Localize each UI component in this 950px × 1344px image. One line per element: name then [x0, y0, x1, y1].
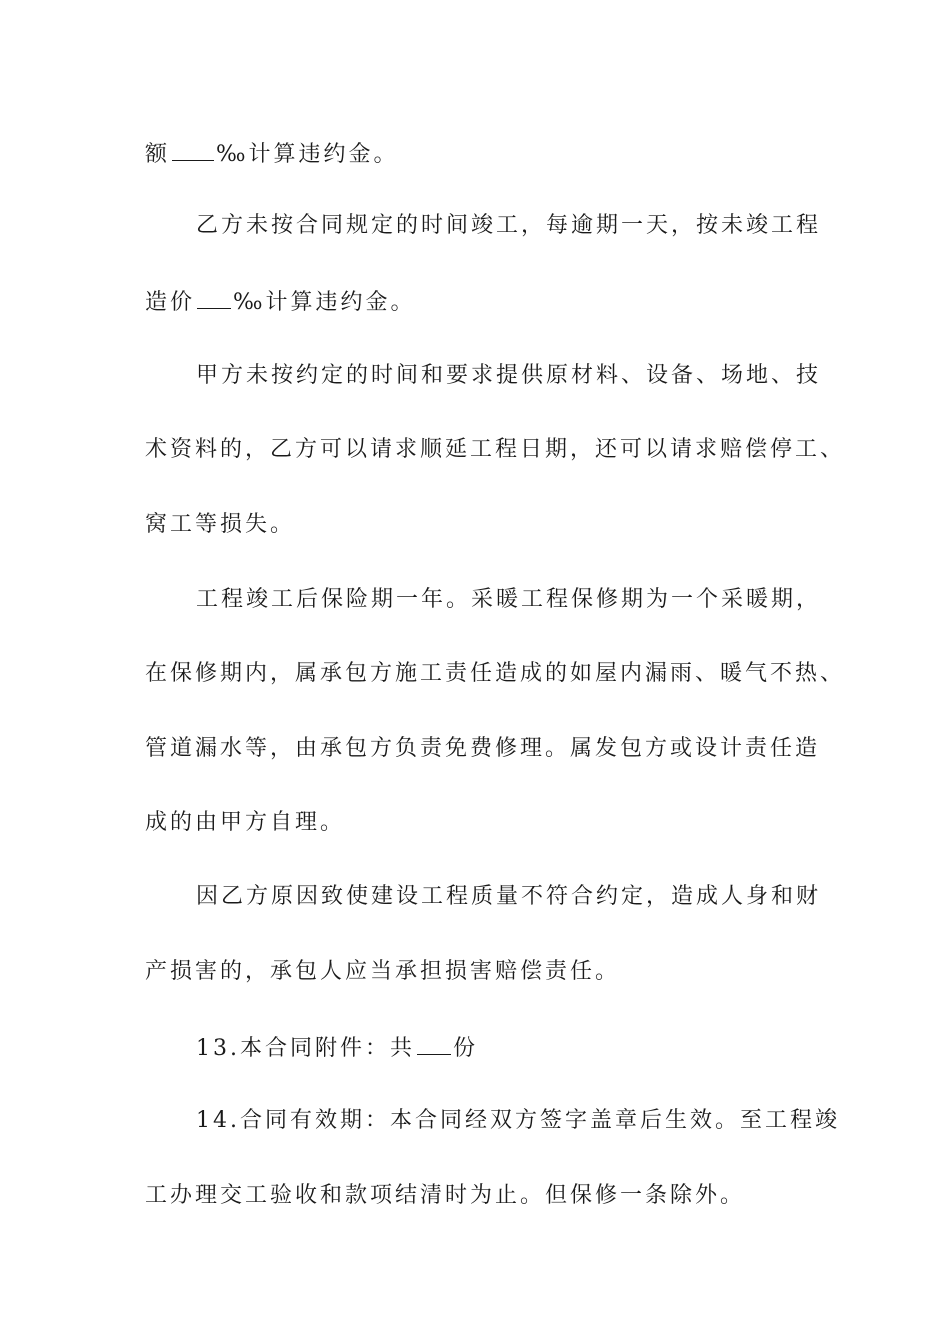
text-fragment: ‰计算违约金。: [216, 142, 399, 167]
text-line: [145, 138, 399, 170]
text-line: 管道漏水等，由承包方负责免费修理。属发包方或设计责任造: [145, 736, 821, 761]
text-fragment: 造价: [145, 290, 196, 315]
text-line: 产损害的，承包人应当承担损害赔偿责任。: [145, 959, 621, 984]
paragraph-start: 甲方未按约定的时间和要求提供原材料、设备、场地、技: [196, 363, 822, 388]
text-line: 工办理交工验收和款项结清时为止。但保修一条除外。: [145, 1183, 746, 1208]
text-line: 窝工等损失。: [145, 512, 296, 537]
text-fragment: 13.本合同附件：共: [196, 1036, 415, 1061]
paragraph-start: 因乙方原因致使建设工程质量不符合约定，造成人身和财: [196, 884, 822, 909]
fill-blank: [172, 138, 214, 161]
fill-blank: [197, 286, 231, 309]
text-fragment: 额: [145, 142, 171, 167]
text-fragment: ‰计算违约金。: [233, 290, 416, 315]
text-line: 术资料的，乙方可以请求顺延工程日期，还可以请求赔偿停工、: [145, 437, 846, 462]
fill-blank: [417, 1032, 451, 1055]
text-line: 成的由甲方自理。: [145, 810, 346, 835]
paragraph-start: 乙方未按合同规定的时间竣工，每逾期一天，按未竣工程: [196, 213, 822, 238]
text-line: 在保修期内，属承包方施工责任造成的如屋内漏雨、暖气不热、: [145, 661, 846, 686]
text-line: [145, 286, 416, 318]
text-fragment: 份: [453, 1036, 479, 1061]
paragraph-start: 工程竣工后保险期一年。采暖工程保修期为一个采暖期，: [196, 587, 822, 612]
clause-13: [196, 1032, 478, 1064]
clause-14: 14.合同有效期：本合同经双方签字盖章后生效。至工程竣: [196, 1108, 840, 1133]
